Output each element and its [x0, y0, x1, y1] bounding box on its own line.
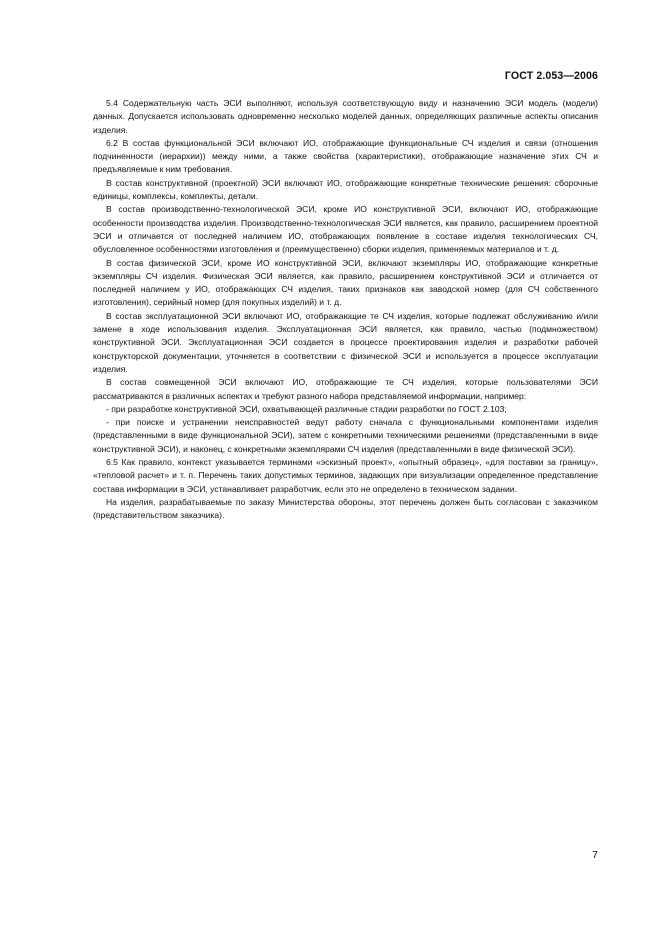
page-number: 7: [592, 849, 598, 861]
list-item-troubleshooting: - при поиске и устранении неисправностей ведут работу сначала с функциональными компонентами изделия (представленными в виде функциональной ЭСИ), затем с конкретными техническими решениями (представленными в виде конструктивной ЭСИ), и наконец, с конкретными экземплярами СЧ изделия (представленными в виде физической ЭСИ).: [93, 417, 598, 454]
paragraph-combined-esi: В состав совмещенной ЭСИ включают ИО, отображающие те СЧ изделия, которые пользователями ЭСИ рассматриваются в различных аспектах и требуют разного набора представляемой информации, например:: [93, 377, 598, 401]
paragraph-physical-esi: В состав физической ЭСИ, кроме ИО конструктивной ЭСИ, включают экземпляры ИО, отображающие конкретные экземпляры СЧ изделия. Физическая ЭСИ является, как правило, расширением конструктивной ЭСИ и отличается от последней наличием у ИО, отображающих СЧ изделия, таких признаков как заводской номер (для СЧ собственного изготовления), серийный номер (для покупных изделий) и т. д.: [93, 257, 598, 308]
document-id-header: ГОСТ 2.053—2006: [504, 70, 598, 82]
paragraph-6-5: 6.5 Как правило, контекст указывается терминами «эскизный проект», «опытный образец», «для поставки за границу», «тепловой расчет» и т. п. Перечень таких допустимых терминов, задающих при визуализации определенное представление состава информации в ЭСИ, устанавливает разработчик, если это не определено в техническом задании.: [93, 457, 598, 494]
list-item-development: - при разработке конструктивной ЭСИ, охватывающей различные стадии разработки по ГОСТ 2.103;: [106, 403, 507, 414]
paragraph-operational-esi: В состав эксплуатационной ЭСИ включают ИО, отображающие те СЧ изделия, которые подлежат обслуживанию и/или замене в ходе использования изделия. Эксплуатационная ЭСИ является, как правило, частью (подмножеством) конструктивной ЭСИ. Эксплуатационная ЭСИ создается в процессе проектирования изделия и разработки рабочей конструкторской документации, уточняется в соответствии с физической ЭСИ и используется в процессе эксплуатации изделия.: [93, 310, 598, 374]
paragraph-6-2: 6.2 В состав функциональной ЭСИ включают ИО, отображающие функциональные СЧ изделия и связи (отношения подчиненности (иерархии)) между ними, а также свойства (характеристики), отображающие назначение этих СЧ и предъявляемые к ним требования.: [93, 137, 598, 175]
paragraph-constructive-esi: В состав конструктивной (проектной) ЭСИ включают ИО, отображающие конкретные технические решения: сборочные единицы, комплексы, комплекты, детали.: [93, 177, 598, 202]
paragraph-5-4: 5.4 Содержательную часть ЭСИ выполняют, используя соответствующую виду и назначению ЭСИ модель (модели) данных. Допускается использовать одновременно несколько моделей данных, определяющих различные аспекты описания изделия.: [93, 98, 598, 135]
document-body: [93, 97, 598, 523]
paragraph-defense-order: На изделия, разрабатываемые по заказу Министерства обороны, этот перечень должен быть согласован с заказчиком (представительством заказчика).: [93, 496, 598, 521]
paragraph-production-esi: В состав производственно-технологической ЭСИ, кроме ИО конструктивной ЭСИ, включают ИО, отображающие особенности производства изделия. Производственно-технологическая ЭСИ является, как правило, расширением проектной ЭСИ и отличается от последней наличием ИО, отображающих появление в составе изделия технологических СЧ, обусловленное особенностями изготовления и (преимущественно) сборки изделия, применяемых материалов и т. д.: [93, 204, 598, 255]
